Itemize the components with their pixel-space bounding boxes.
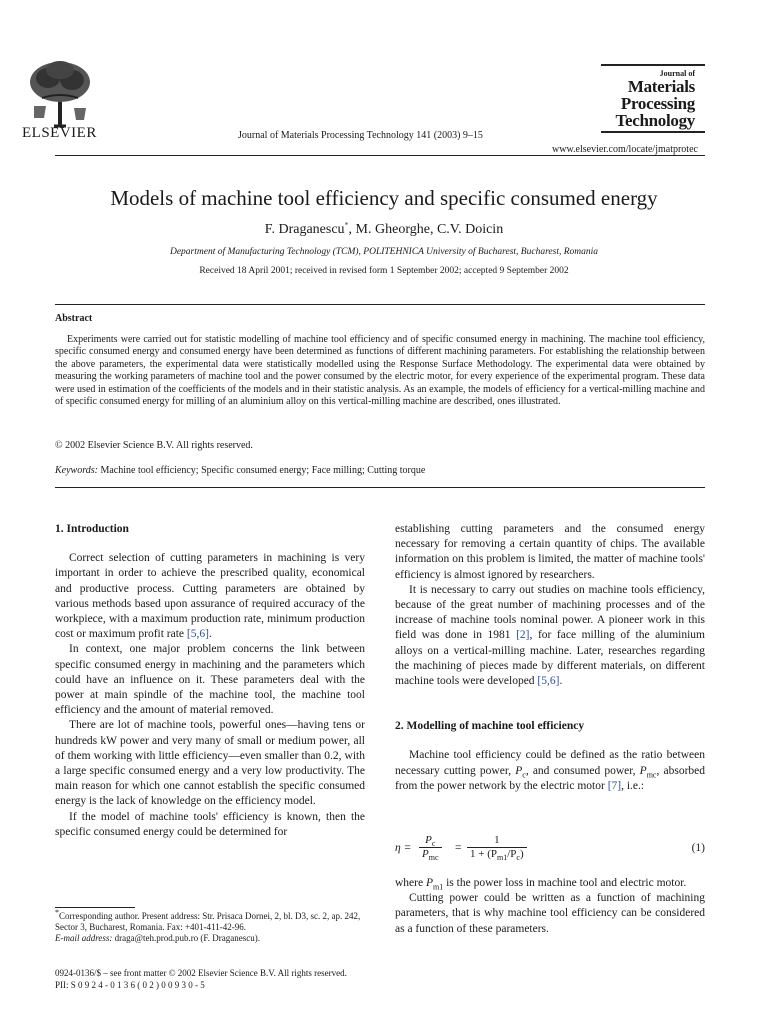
paragraph: In context, one major problem concerns the link between specific consumed energy in machining and the parameters which could have an influence on it. These parameters deal with the power at main spindle of the machine tool, the machine tool efficiency and the amount of material removed.	[55, 643, 365, 717]
author-name[interactable]: F. Draganescu	[264, 222, 345, 237]
citation-link[interactable]: [5,6]	[537, 675, 560, 688]
masthead-line: Technology	[615, 111, 695, 130]
author-names-rest: , M. Gheorghe, C.V. Doicin	[348, 222, 504, 237]
journal-masthead	[601, 64, 705, 133]
abstract-top-rule	[55, 304, 705, 305]
paragraph: where $P_{m1}$ is the power loss in machine tool and electric motor.	[395, 877, 687, 892]
email-label: E-mail address:	[55, 933, 113, 943]
equation-lhs: η =	[395, 842, 412, 854]
section-heading: 2. Modelling of machine tool efficiency	[395, 720, 585, 733]
header-rule	[55, 155, 705, 156]
paragraph: It is necessary to carry out studies on machine tools efficiency, because of the great number of machining processes and of the increase of machine tools nominal power. A pioneer work in this field was done in 1981 [2], for face milling of the aluminium alloys on a vertical-milling machine. Later, researches regarding the machining of pieces made by different materials, on different machine tools were developed [5,6].	[395, 583, 705, 688]
paragraph: Correct selection of cutting parameters in machining is very important in order to achieve the prescribed quality, economical and productive process. Cutting parameters are obtained by various methods based upon assurance of required accuracy of the workpiece, with a maximum production rate, minimum production cost or maximum profit rate [5,6].	[55, 552, 365, 641]
keywords-list: Machine tool efficiency; Specific consumed energy; Face milling; Cutting torque	[100, 465, 426, 476]
right-column	[395, 522, 705, 794]
section-heading: 1. Introduction	[55, 523, 129, 535]
publisher-name: ELSEVIER	[22, 125, 97, 141]
footnote: *Corresponding author. Present address: Str. Prisaca Dornei, 2, bl. D3, sc. 2, ap. 242, Sector 3, Bucharest, Romania. Fax: +401-411-42-96. E-mail address: draga@teh.prod.pub.ro (F. Draganescu).	[55, 908, 361, 943]
abstract-heading: Abstract	[55, 313, 93, 324]
footer-pii: PII: S 0 9 2 4 - 0 1 3 6 ( 0 2 ) 0 0 9 3 0 - 5	[55, 980, 205, 990]
equation-equals: =	[455, 842, 462, 854]
article-title: Models of machine tool efficiency and specific consumed energy	[110, 186, 658, 210]
citation-link[interactable]: [5,6]	[186, 628, 209, 641]
masthead-line: Processing	[620, 94, 695, 113]
footnote-mark[interactable]: *	[344, 220, 349, 230]
abstract-copyright: © 2002 Elsevier Science B.V. All rights reserved.	[55, 440, 253, 451]
footnote-mark: *	[55, 908, 59, 917]
keywords-label: Keywords:	[55, 465, 98, 476]
paragraph: establishing cutting parameters and the consumed energy necessary for removing a certain quantity of chips. The available information on this problem is limited, the matter of machine tools' efficiency is almost ignored by researchers.	[395, 523, 705, 581]
paragraph: If the model of machine tools' efficiency is known, then the specific consumed energy could be determined for	[55, 810, 365, 838]
equation-1	[395, 834, 705, 866]
elsevier-tree-logo-icon	[22, 58, 98, 128]
masthead-small: Journal of	[659, 69, 695, 78]
citation-link[interactable]: [2]	[516, 629, 530, 642]
keywords	[55, 465, 425, 476]
footer-copyright: 0924-0136/$ – see front matter © 2002 Elsevier Science B.V. All rights reserved.	[55, 968, 347, 978]
left-column	[55, 522, 365, 840]
right-column-continued	[395, 876, 705, 937]
citation-link[interactable]: [7]	[607, 779, 622, 792]
author-list	[0, 222, 768, 238]
paragraph: There are lot of machine tools, powerful ones—having tens or hundreds kW power and very many of small or medium power, all of them working with little efficiency—even smaller than 0.2, with a large specific consumed energy and a very low productivity. The main reason for which one cannot establish the specific consumed energy is the lack of knowledge on the efficiency model.	[55, 719, 365, 808]
paragraph: Cutting power could be written as a function of machining parameters, that is why machine tool efficiency can be considered as a function of these parameters.	[395, 892, 705, 935]
journal-citation: Journal of Materials Processing Technology 141 (2003) 9–15	[238, 130, 483, 141]
affiliation: Department of Manufacturing Technology (TCM), POLITEHNICA University of Bucharest, Bucharest, Romania	[169, 247, 599, 257]
masthead-line: Materials	[627, 77, 695, 96]
paragraph: Machine tool efficiency could be defined as the ratio between necessary cutting power, $P_c$, and consumed power, $P_{mc}$, absorbed from the power network by the electric motor [7], i.e.:	[395, 749, 705, 792]
equation-fraction: $P_c$ $P_{mc}$	[419, 834, 442, 861]
footnote-rule	[55, 907, 135, 908]
journal-url[interactable]: www.elsevier.com/locate/jmatprotec	[552, 144, 698, 155]
equation-fraction: 1 $1 + (P_{m1}/P_c)$	[467, 834, 527, 861]
page-footer	[55, 967, 347, 991]
equation-number: (1)	[691, 842, 705, 854]
abstract-text: Experiments were carried out for statistic modelling of machine tool efficiency and of specific consumed energy in machining. The machine tool efficiency, specific consumed energy and consumed energy have been determined as functions of different machining parameters. For establishing the relationship between the above parameters, the experimental data were statistically modelled using the Response Surface Methodology. The experimental data were obtained by measuring the working parameters of machine tool and the power consumed by the electric motor, for every experience of the experimental program. These data were used in estimation of the coefficients of the models and in their statistic analysis. As an example, the models of efficiency for a vertical-milling machine and of specific consumed energy for milling of an aluminium alloy on this vertical-milling machine are described, ones illustrated.	[55, 334, 705, 408]
abstract-bottom-rule	[55, 487, 705, 488]
received-dates: Received 18 April 2001; received in revised form 1 September 2002; accepted 9 September 2002	[199, 266, 569, 276]
email-address[interactable]: draga@teh.prod.pub.ro (F. Draganescu).	[112, 933, 260, 943]
